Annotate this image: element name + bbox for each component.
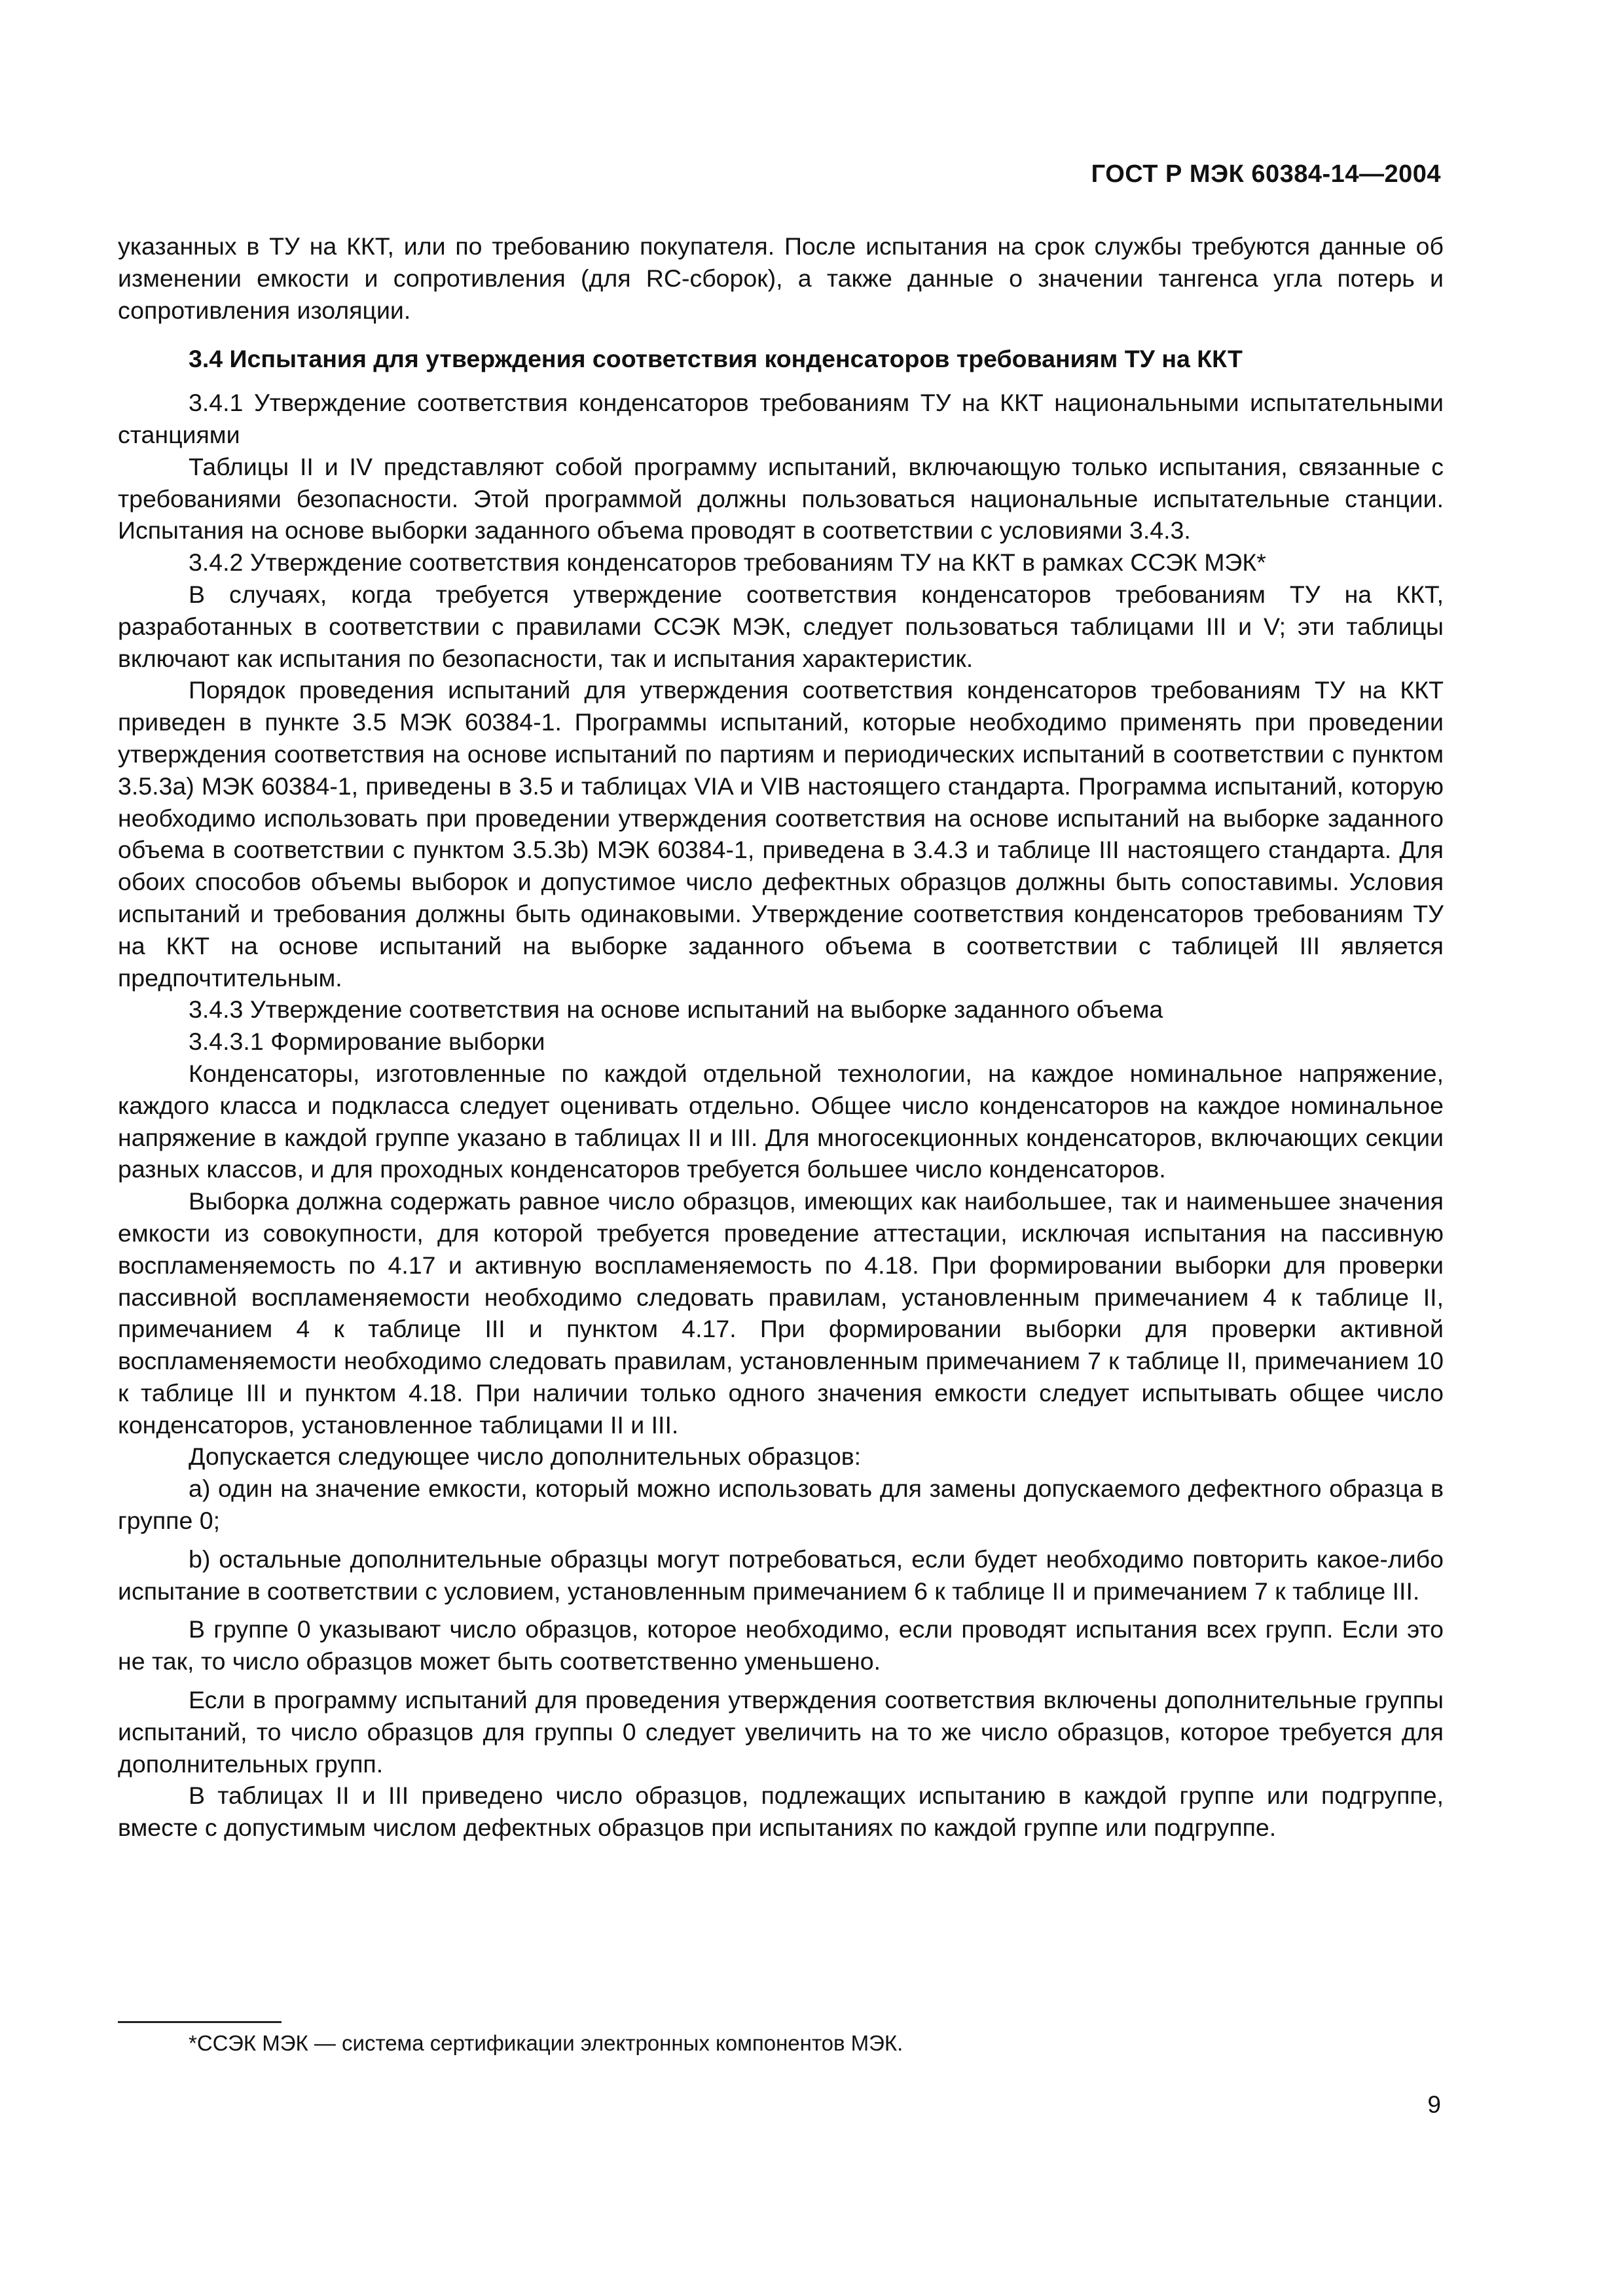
paragraph: В случаях, когда требуется утверждение соответствия конденсаторов требованиям ТУ на ККТ, разработанных в соответствии с правилами ССЭК МЭК, следует пользоваться таблицами III и V; эти таблицы включают как испытания по безопасности, так и испытания характеристик.	[118, 580, 1444, 672]
paragraph-continuation: указанных в ТУ на ККТ, или по требованию покупателя. После испытания на срок службы требуются данные об изменении емкости и сопротивления (для RC-сборок), а также данные о значении тангенса угла потерь и сопротивления изоляции.	[118, 232, 1444, 324]
section-heading-3-4: 3.4 Испытания для утверждения соответствия конденсаторов требованиям ТУ на ККТ	[189, 345, 1243, 373]
paragraph: Таблицы II и IV представляют собой программу испытаний, включающую только испытания, связанные с требованиями безопасности. Этой программой должны пользоваться национальные испытательные станции. Испытания на основе выборки заданного объема проводят в соответствии с условиями 3.4.3.	[118, 452, 1444, 545]
list-item-b: b) остальные дополнительные образцы могут потребоваться, если будет необходимо повторить какое-либо испытание в соответствии с условием, установленным примечанием 6 к таблице II и примечанием 7 к таблице III.	[118, 1545, 1444, 1605]
subsection-3-4-1: 3.4.1 Утверждение соответствия конденсаторов требованиям ТУ на ККТ национальными испытательными станциями	[118, 389, 1444, 448]
list-item-a: а) один на значение емкости, который можно использовать для замены допускаемого дефектного образца в группе 0;	[118, 1475, 1444, 1535]
paragraph: Допускается следующее число дополнительных образцов:	[189, 1443, 862, 1471]
paragraph: Конденсаторы, изготовленные по каждой отдельной технологии, на каждое номинальное напряжение, каждого класса и подкласса следует оценивать отдельно. Общее число конденсаторов на каждое номинальное напряжение в каждой группе указано в таблицах II и III. Для многосекционных конденсаторов, включающих секции разных классов, и для проходных конденсаторов требуется большее число конденсаторов.	[118, 1059, 1444, 1183]
paragraph: В группе 0 указывают число образцов, которое необходимо, если проводят испытания всех групп. Если это не так, то число образцов может быть соответственно уменьшено.	[118, 1615, 1444, 1676]
subsection-3-4-3-1: 3.4.3.1 Формирование выборки	[189, 1028, 545, 1056]
footnote: *ССЭК МЭК — система сертификации электронных компонентов МЭК.	[189, 2031, 903, 2055]
document-code-header: ГОСТ Р МЭК 60384-14—2004	[1091, 160, 1441, 188]
page-number: 9	[1427, 2091, 1441, 2118]
subsection-3-4-2: 3.4.2 Утверждение соответствия конденсаторов требованиям ТУ на ККТ в рамках ССЭК МЭК*	[189, 548, 1266, 577]
paragraph: Выборка должна содержать равное число образцов, имеющих как наибольшее, так и наименьшее значения емкости из совокупности, для которой требуется проведение аттестации, исключая испытания на пассивную воспламеняемость по 4.17 и активную воспламеняемость по 4.18. При формировании выборки для проверки пассивной воспламеняемости необходимо следовать правилам, установленным примечанием 4 к таблице II, примечанием 4 к таблице III и пунктом 4.17. При формировании выборки для проверки активной воспламеняемости необходимо следовать правилам, установленным примечанием 7 к таблице II, примечанием 10 к таблице III и пунктом 4.18. При наличии только одного значения емкости следует испытывать общее число конденсаторов, установленное таблицами II и III.	[118, 1187, 1444, 1439]
paragraph: Если в программу испытаний для проведения утверждения соответствия включены дополнительные группы испытаний, то число образцов для группы 0 следует увеличить на то же число образцов, которое требуется для дополнительных групп.	[118, 1686, 1444, 1778]
paragraph: В таблицах II и III приведено число образцов, подлежащих испытанию в каждой группе или подгруппе, вместе с допустимым числом дефектных образцов при испытаниях по каждой группе или подгруппе.	[118, 1782, 1444, 1842]
subsection-3-4-3: 3.4.3 Утверждение соответствия на основе испытаний на выборке заданного объема	[189, 996, 1163, 1024]
footnote-divider	[118, 2021, 282, 2023]
paragraph: Порядок проведения испытаний для утверждения соответствия конденсаторов требованиям ТУ на ККТ приведен в пункте 3.5 МЭК 60384-1. Программы испытаний, которые необходимо применять при проведении утверждения соответствия на основе испытаний по партиям и периодических испытаний в соответствии с пунктом 3.5.3a) МЭК 60384-1, приведены в 3.5 и таблицах VIA и VIB настоящего стандарта. Программа испытаний, которую необходимо использовать при проведении утверждения соответствия на основе испытаний на выборке заданного объема в соответствии с пунктом 3.5.3b) МЭК 60384-1, приведена в 3.4.3 и таблице III настоящего стандарта. Для обоих способов объемы выборок и допустимое число дефектных образцов должны быть сопоставимы. Условия испытаний и требования должны быть одинаковыми. Утверждение соответствия конденсаторов требованиям ТУ на ККТ на основе испытаний на выборке заданного объема в соответствии с таблицей III является предпочтительным.	[118, 676, 1444, 992]
page-body	[118, 230, 1444, 1844]
